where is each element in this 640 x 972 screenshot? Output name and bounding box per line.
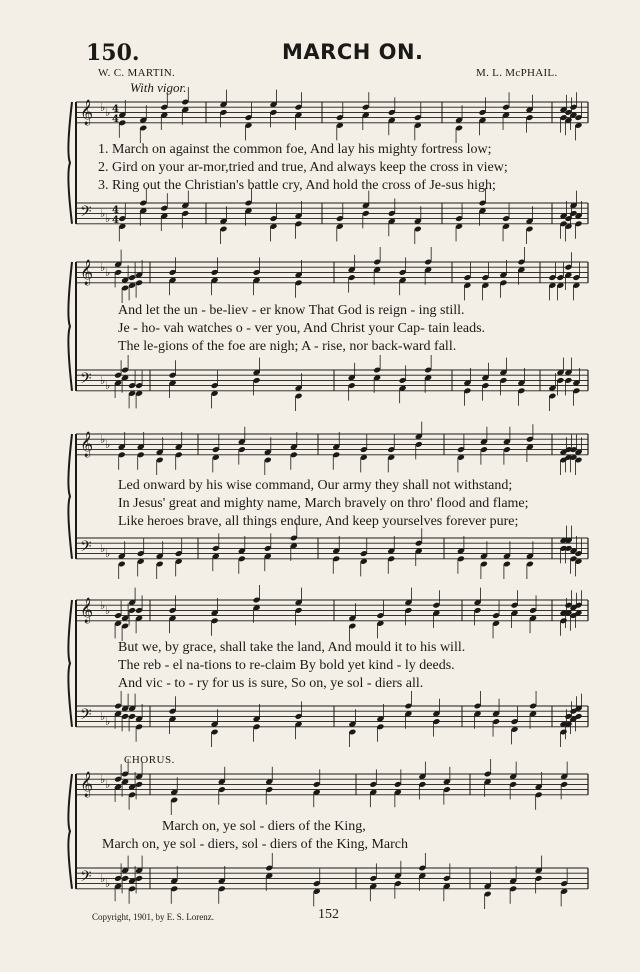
treble-clef-icon: 𝄞 [80, 432, 94, 457]
bass-clef-icon: 𝄢 [80, 203, 92, 224]
flat-icon: ♭ [100, 599, 106, 612]
lyric-line: The reb - el na-tions to re-claim By bold yet kind - ly deeds. [118, 658, 455, 673]
bass-clef-icon: 𝄢 [80, 706, 92, 727]
lyric-line: And let the un - be-liev - er know That God is reign - ing still. [118, 303, 465, 318]
bass-clef-icon: 𝄢 [80, 538, 92, 559]
lyric-line: But we, by grace, shall take the land, And mould it to his will. [118, 640, 466, 655]
flat-icon: ♭ [105, 877, 111, 890]
bass-clef-icon: 𝄢 [80, 868, 92, 889]
copyright-notice: Copyright, 1901, by E. S. Lorenz. [92, 912, 214, 922]
treble-clef-icon: 𝄞 [80, 772, 94, 797]
lyric-line: In Jesus' great and mighty name, March bravely on thro' flood and flame; [118, 496, 529, 511]
lyric-line: Je - ho- vah watches o - ver you, And Christ your Cap- tain leads. [118, 321, 486, 336]
flat-icon: ♭ [105, 266, 111, 279]
flat-icon: ♭ [100, 773, 106, 786]
flat-icon: ♭ [105, 715, 111, 728]
lyric-line: 3. Ring out the Christian's battle cry, And hold the cross of Je-sus high; [98, 178, 496, 193]
flat-icon: ♭ [105, 212, 111, 225]
time-signature-top: 4 [112, 205, 119, 216]
flat-icon: ♭ [105, 438, 111, 451]
system-brace [68, 102, 72, 224]
lyric-line: Led onward by his wise command, Our army they shall not withstand; [118, 478, 513, 493]
flat-icon: ♭ [100, 101, 106, 114]
page-number: 152 [318, 907, 339, 922]
treble-clef-icon: 𝄞 [80, 100, 94, 125]
flat-icon: ♭ [105, 379, 111, 392]
time-signature-bottom: 4 [112, 215, 119, 226]
flat-icon: ♭ [105, 106, 111, 119]
flat-icon: ♭ [100, 433, 106, 446]
flat-icon: ♭ [100, 710, 106, 723]
music-credit: M. L. McPHAIL. [476, 67, 558, 79]
hymn-number: 150. [86, 40, 140, 66]
bass-clef-icon: 𝄢 [80, 370, 92, 391]
flat-icon: ♭ [100, 542, 106, 555]
lyric-line: 2. Gird on your ar-mor,tried and true, And always keep the cross in view; [98, 160, 508, 175]
lyric-line: The le-gions of the foe are nigh; A - rise, nor back-ward fall. [118, 339, 457, 354]
lyric-line: 1. March on against the common foe, And lay his mighty fortress low; [98, 142, 492, 157]
flat-icon: ♭ [105, 778, 111, 791]
flat-icon: ♭ [105, 547, 111, 560]
time-signature-bottom: 4 [112, 114, 119, 125]
chorus-label: CHORUS. [124, 754, 175, 766]
system-brace [68, 774, 72, 889]
lyric-line: Like heroes brave, all things endure, And keep yourselves forever pure; [118, 514, 519, 529]
flat-icon: ♭ [105, 604, 111, 617]
chorus-lyric-treble: March on, ye sol - diers of the King, [162, 819, 366, 834]
chorus-lyric-bass: March on, ye sol - diers, sol - diers of the King, March [102, 837, 408, 852]
words-credit: W. C. MARTIN. [98, 67, 176, 79]
lyric-line: And vic - to - ry for us is sure, So on, ye sol - diers all. [118, 676, 424, 691]
system-brace [68, 600, 72, 727]
system-brace [68, 434, 72, 559]
tempo-marking: With vigor. [130, 80, 187, 95]
system-brace [68, 262, 72, 391]
time-signature-top: 4 [112, 104, 119, 115]
flat-icon: ♭ [100, 261, 106, 274]
flat-icon: ♭ [100, 207, 106, 220]
treble-clef-icon: 𝄞 [80, 598, 94, 623]
flat-icon: ♭ [100, 374, 106, 387]
hymn-title: MARCH ON. [282, 40, 424, 64]
treble-clef-icon: 𝄞 [80, 260, 94, 285]
flat-icon: ♭ [100, 872, 106, 885]
